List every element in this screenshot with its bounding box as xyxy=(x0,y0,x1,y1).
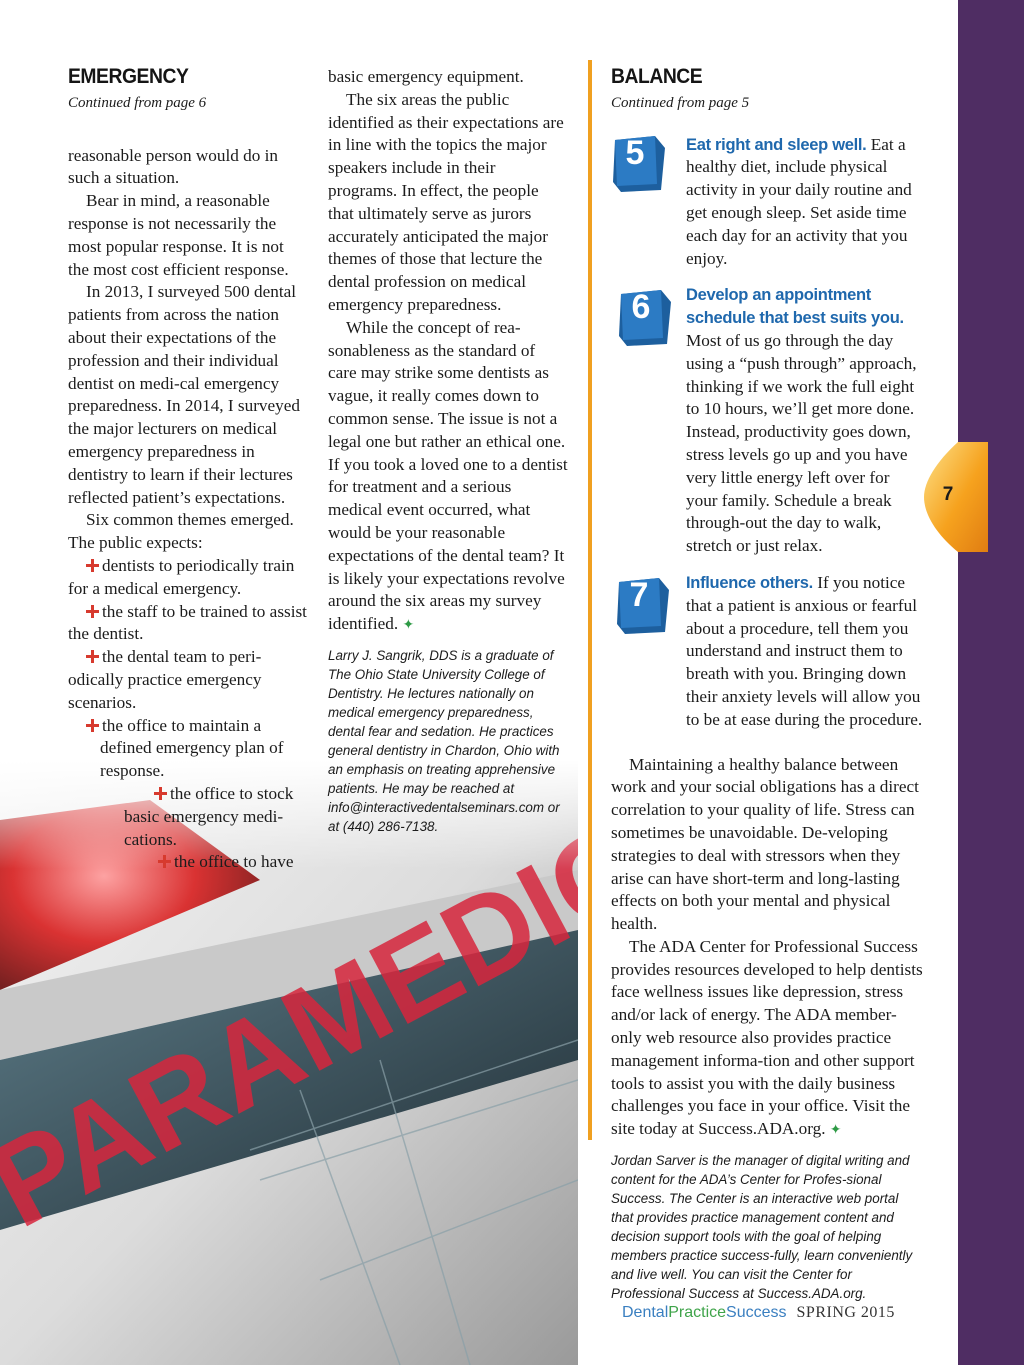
balance-heading: BALANCE xyxy=(611,65,703,88)
footer-issue: SPRING 2015 xyxy=(796,1304,895,1321)
emergency-column-2 xyxy=(328,66,568,836)
emergency-continued: Continued from page 6 xyxy=(68,94,207,111)
emergency-paragraph: In 2013, I surveyed 500 dental patients from across the nation about their expectations of the profession and their individual dentist on medi-cal emergency preparedness. In 2014, I surveyed the major lecturers on medical emergency preparedness in dentistry to learn if their lectures reflected patient’s expectations. xyxy=(68,282,300,507)
die-5-icon: 5 xyxy=(611,134,667,194)
cross-bullet-icon xyxy=(86,719,99,732)
emergency-column-1 xyxy=(68,66,308,874)
emergency-author-bio: Larry J. Sangrik, DDS is a graduate of The Ohio State University College of Dentistry. He lectures nationally on medical emergency preparedness, dental fear and sedation. He practices general dentistry in Chardon, Ohio with an emphasis on treating apprehensive patients. He may be reached at info@interactivedentalseminars.com or at (440) 286-7138. xyxy=(328,647,560,834)
tip-7 xyxy=(611,572,923,732)
tip-5 xyxy=(611,134,923,271)
footer-brand-success: Success xyxy=(726,1304,787,1321)
tip-text: Most of us go through the day using a “push through” approach, thinking if we work the full eight to 10 hours, we’ll get more done. Instead, productivity goes down, stress levels go up and you have very little energy left over for your family. Schedule a break through-out the day to walk, stretch or just relax. xyxy=(686,330,917,556)
bullet-item: the dental team to peri-odically practice emergency scenarios. xyxy=(68,647,262,712)
emergency-paragraph: Bear in mind, a reasonable response is not necessarily the most popular response. It is not the most cost efficient response. xyxy=(68,191,289,279)
emergency-paragraph: While the concept of rea-sonableness as the standard of care may strike some dentists as vague, it really comes down to common sense. The issue is not a legal one but rather an ethical one. If you took a loved one to a dentist for treatment and a serious medical event occurred, what would be your reasonable expectations of the dental team? It is likely your expectations revolve around the six areas my survey identified. ✦ xyxy=(328,317,568,634)
side-color-bar xyxy=(958,0,1024,1365)
page-number: 7 xyxy=(942,484,954,505)
emergency-paragraph: The six areas the public identified as their expectations are in line with the topics the major speakers include in their programs. In effect, the people that ultimately serve as jurors accurately anticipated the major themes of those that lecture the dental profession on medical emergency preparedness. xyxy=(328,89,564,314)
footer-brand-practice: Practice xyxy=(668,1304,727,1321)
cross-bullet-icon xyxy=(86,650,99,663)
bullet-item: the office to have xyxy=(68,851,308,874)
bullet-item: dentists to periodically train for a medical emergency. xyxy=(68,555,295,598)
emergency-paragraph: basic emergency equipment. xyxy=(328,67,524,86)
tip-text: Eat a healthy diet, include physical activity in your daily routine and get enough sleep. Set aside time each day for an activity that you enjoy. xyxy=(686,134,912,268)
cross-bullet-icon xyxy=(86,605,99,618)
bullet-item: the staff to be trained to assist the dentist. xyxy=(68,601,307,644)
tip-title: Influence others. xyxy=(686,573,813,592)
emergency-paragraph: Six common themes emerged. The public expects: xyxy=(68,510,294,553)
emergency-heading: EMERGENCY xyxy=(68,65,189,88)
page-footer xyxy=(622,1304,895,1322)
tip-title: Eat right and sleep well. xyxy=(686,135,867,154)
column-divider xyxy=(588,60,592,1140)
die-6-icon: 6 xyxy=(617,288,673,348)
balance-paragraph: Maintaining a healthy balance between work and your social obligations has a direct correlation to your quality of life. Stress can sometimes be unavoidable. De-veloping strategies to deal with stressors when they arise can have short-term and long-lasting effects on both your mental and physical health. xyxy=(611,754,919,934)
tip-6 xyxy=(611,284,923,558)
footer-brand-dental: Dental xyxy=(622,1304,669,1321)
balance-author-bio: Jordan Sarver is the manager of digital writing and content for the ADA’s Center for Profes-sional Success. The Center is an interactive web portal that provides practice management content and decision support tools with the goal of helping members practice success-fully, learn conveniently and live well. You can visit the Center for Professional Success at Success.ADA.org. xyxy=(611,1153,913,1302)
emergency-paragraph: reasonable person would do in such a situation. xyxy=(68,145,279,188)
die-7-icon: 7 xyxy=(615,576,671,636)
balance-continued: Continued from page 5 xyxy=(611,94,750,111)
bullet-item: the office to stock basic emergency medi-cations. xyxy=(124,783,294,849)
end-mark-icon: ✦ xyxy=(402,618,415,634)
bullet-item: the office to maintain a defined emergency plan of response. xyxy=(68,715,308,783)
tip-text: If you notice that a patient is anxious or fearful about a procedure, tell them you understand and instruct them to breath with you. Bringing down their anxiety levels will allow you to be at ease during the procedure. xyxy=(686,572,923,729)
balance-paragraph: The ADA Center for Professional Success provides resources developed to help dentists face wellness issues like depression, stress and/or lack of energy. The ADA member-only web resource also provides practice management informa-tion and other support tools to assist you with the daily business challenges you face in your office. Visit the site today at Success.ADA.org. ✦ xyxy=(611,936,923,1139)
end-mark-icon: ✦ xyxy=(829,1123,842,1139)
tip-title: Develop an appointment schedule that best suits you. xyxy=(686,286,904,328)
balance-column xyxy=(611,66,923,1303)
cross-bullet-icon xyxy=(86,559,99,572)
cross-bullet-icon xyxy=(158,855,171,868)
cross-bullet-icon xyxy=(154,787,167,800)
